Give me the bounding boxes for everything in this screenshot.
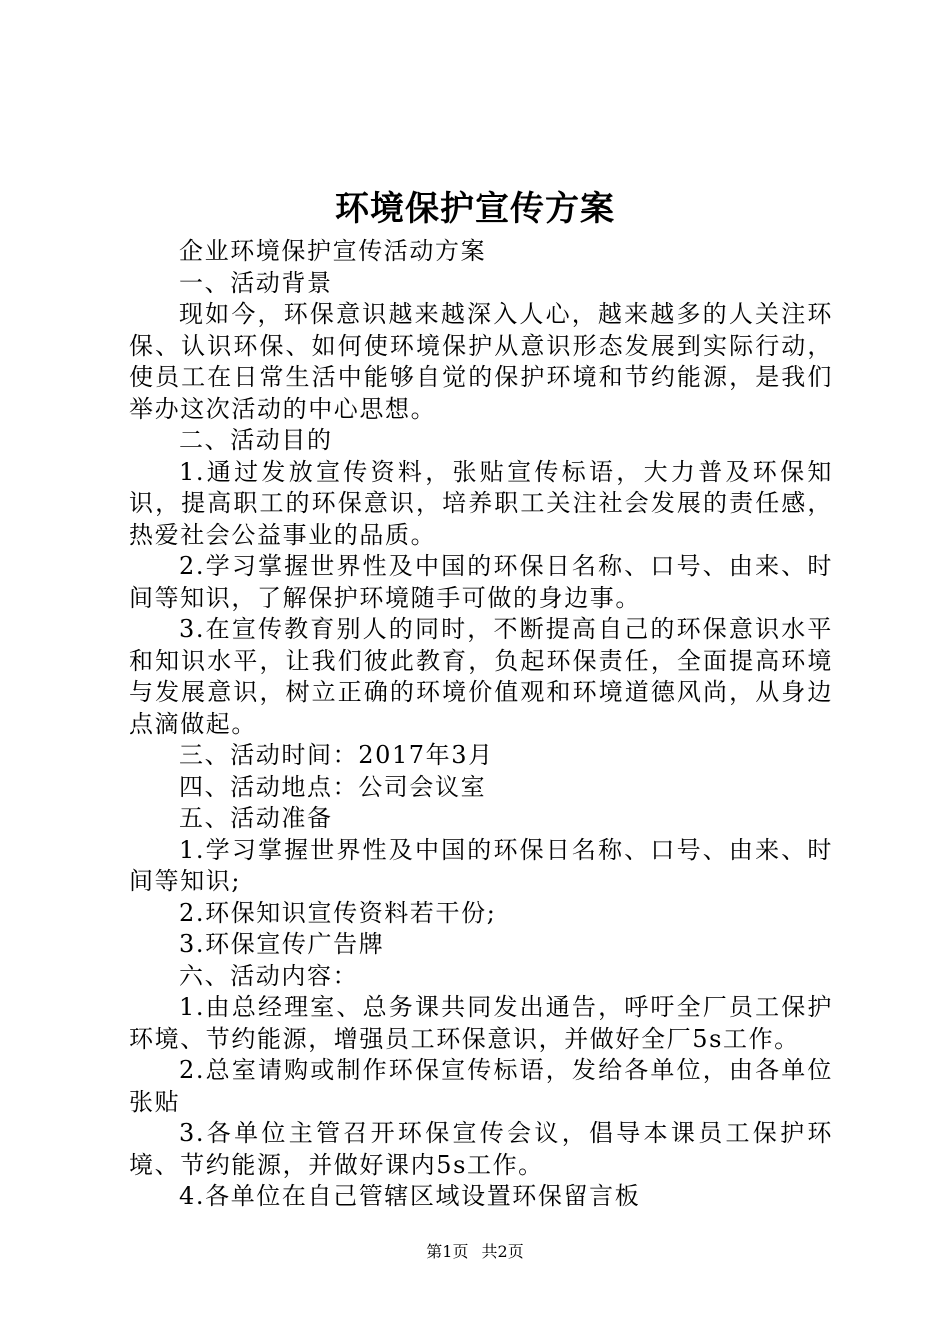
paragraph: 三、活动时间：2017年3月	[179, 741, 494, 769]
paragraph: 2.总室请购或制作环保宣传标语，发给各单位，由各单位张贴	[129, 1056, 833, 1116]
paragraph: 1.学习掌握世界性及中国的环保日名称、口号、由来、时间等知识;	[129, 835, 833, 895]
page-footer	[0, 1240, 950, 1264]
paragraph: 3.在宣传教育别人的同时，不断提高自己的环保意识水平和知识水平，让我们彼此教育，负起环保责任，全面提高环境与发展意识，树立正确的环境价值观和环境道德风尚，从身边点滴做起。	[129, 615, 833, 738]
paragraph: 4.各单位在自己管辖区域设置环保留言板	[179, 1182, 641, 1210]
paragraph: 2.环保知识宣传资料若干份;	[179, 898, 497, 927]
paragraph: 1.由总经理室、总务课共同发出通告，呼吁全厂员工保护环境、节约能源，增强员工环保意识，并做好全厂5s工作。	[129, 993, 833, 1053]
paragraph: 现如今，环保意识越来越深入人心，越来越多的人关注环保、认识环保、如何使环境保护从意识形态发展到实际行动，使员工在日常生活中能够自觉的保护环境和节约能源，是我们举办这次活动的中心思想。	[129, 300, 833, 423]
document-title: 环境保护宣传方案	[335, 189, 615, 229]
paragraph: 五、活动准备	[179, 804, 333, 832]
document-body	[129, 236, 833, 1213]
paragraph: 四、活动地点：公司会议室	[179, 772, 487, 801]
paragraph: 2.学习掌握世界性及中国的环保日名称、口号、由来、时间等知识，了解保护环境随手可做的身边事。	[129, 552, 833, 612]
paragraph: 六、活动内容：	[179, 961, 359, 990]
paragraph: 3.各单位主管召开环保宣传会议，倡导本课员工保护环境、节约能源，并做好课内5s工作。	[129, 1119, 833, 1179]
paragraph: 企业环境保护宣传活动方案	[179, 237, 487, 265]
paragraph: 一、活动背景	[179, 268, 333, 297]
page-number-total: 共2页	[481, 1242, 524, 1261]
paragraph: 二、活动目的	[179, 426, 333, 454]
paragraph: 3.环保宣传广告牌	[179, 930, 385, 958]
paragraph: 1.通过发放宣传资料，张贴宣传标语，大力普及环保知识，提高职工的环保意识，培养职工关注社会发展的责任感，热爱社会公益事业的品质。	[129, 457, 833, 549]
page-number-current: 第1页	[426, 1242, 469, 1261]
